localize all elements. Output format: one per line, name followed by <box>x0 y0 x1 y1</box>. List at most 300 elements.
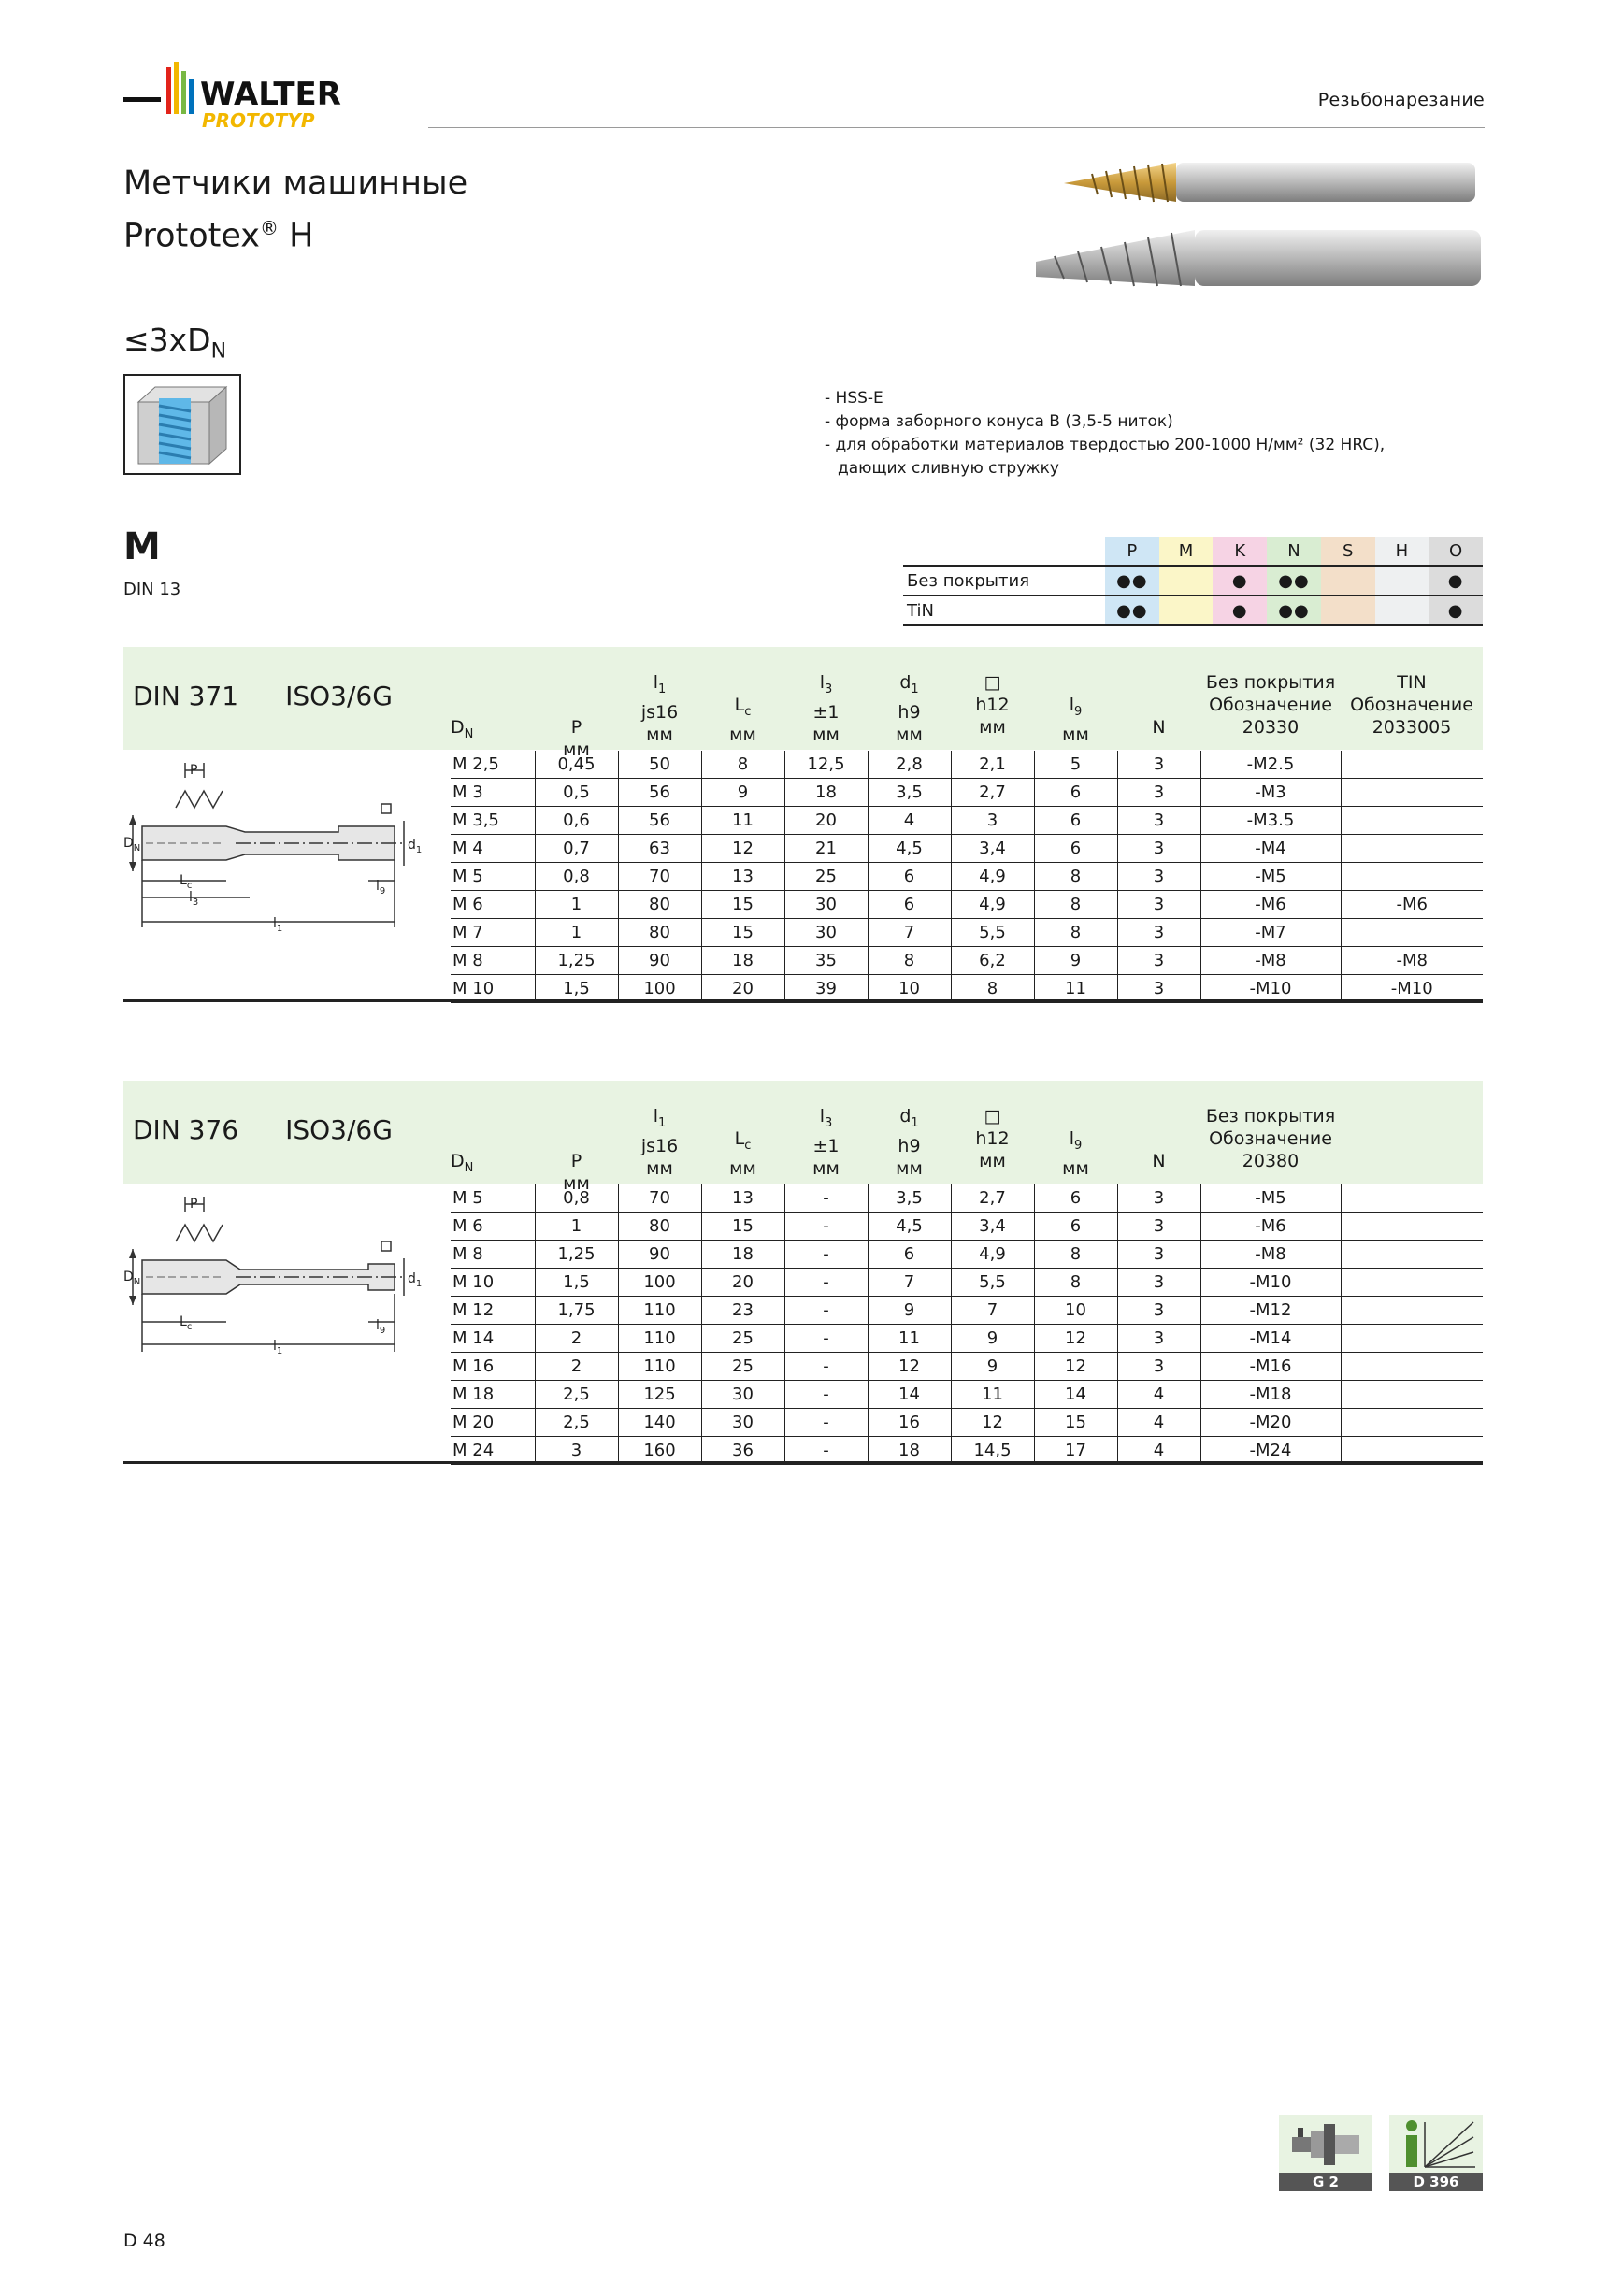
table-cell: 8 <box>951 975 1034 1003</box>
table-cell: 20 <box>784 807 868 835</box>
table-cell: 3 <box>951 807 1034 835</box>
table-cell: 9 <box>868 1297 951 1325</box>
table-row <box>451 1241 1483 1269</box>
table-cell: 10 <box>868 975 951 1003</box>
table-cell: 1,5 <box>535 975 618 1003</box>
col-square: □ h12 мм <box>975 672 1010 738</box>
table-cell: 2,7 <box>951 1184 1034 1213</box>
table-row <box>451 975 1483 1003</box>
din371-data-grid <box>451 751 1483 1003</box>
table-cell: 7 <box>868 1269 951 1297</box>
table-cell <box>1341 779 1483 807</box>
table-cell: 12 <box>1034 1325 1117 1353</box>
table-cell: 90 <box>618 1241 701 1269</box>
table-cell: 4,5 <box>868 835 951 863</box>
table-cell: 70 <box>618 863 701 891</box>
table-cell: 110 <box>618 1353 701 1381</box>
table-cell: 18 <box>784 779 868 807</box>
table-cell: 11 <box>951 1381 1034 1409</box>
table-cell: 35 <box>784 947 868 975</box>
table-cell: M 2,5 <box>451 751 535 779</box>
table-cell: 0,8 <box>535 863 618 891</box>
tap-product-image <box>1036 146 1485 305</box>
table-title: DIN 371 ISO3/6G <box>133 681 393 711</box>
table-cell: 12,5 <box>784 751 868 779</box>
table-cell: 15 <box>701 919 784 947</box>
din371-tap-drawing <box>123 750 441 946</box>
col-l9: $l_9$ мм <box>1062 1128 1089 1179</box>
table-cell: 4,5 <box>868 1213 951 1241</box>
table-row <box>451 1325 1483 1353</box>
material-group-h: H <box>1375 537 1429 566</box>
table-cell: 3 <box>1117 1241 1200 1269</box>
col-d1: $d_1$ h9 мм <box>896 1106 923 1179</box>
suitability-cell: ●● <box>1105 566 1159 596</box>
material-group-p: P <box>1105 537 1159 566</box>
svg-text:P: P <box>190 1197 198 1212</box>
table-cell: 2 <box>535 1325 618 1353</box>
material-row-tin <box>903 596 1483 625</box>
table-row <box>451 891 1483 919</box>
feature-item: - форма заборного конуса B (3,5-5 ниток) <box>825 412 1173 431</box>
col-square: □ h12 мм <box>975 1106 1010 1171</box>
svg-text:l9: $l_9$ <box>376 1318 386 1336</box>
blind-hole-icon <box>123 374 241 475</box>
table-cell: 15 <box>701 1213 784 1241</box>
table-cell: M 16 <box>451 1353 535 1381</box>
col-n: N <box>1152 717 1166 738</box>
table-cell: M 6 <box>451 1213 535 1241</box>
table-cell: 80 <box>618 919 701 947</box>
table-cell: 1,25 <box>535 947 618 975</box>
table-cell: 7 <box>868 919 951 947</box>
table-cell: 25 <box>701 1325 784 1353</box>
coating-label: TiN <box>903 596 1105 625</box>
suitability-cell: ●● <box>1105 596 1159 625</box>
table-cell: 3,4 <box>951 835 1034 863</box>
table-row <box>451 863 1483 891</box>
svg-text:l9: $l_9$ <box>376 879 386 897</box>
thread-type: M <box>123 525 161 568</box>
svg-text:d1: $d_1$ <box>408 1271 423 1289</box>
svg-text:DN: $D_N$ <box>123 836 141 854</box>
col-l3: $l_3$ ±1 мм <box>812 672 840 745</box>
col-p: P мм <box>563 717 590 760</box>
table-cell: 4,9 <box>951 863 1034 891</box>
svg-text:DN: $D_N$ <box>123 1270 141 1287</box>
din376-tap-drawing <box>123 1184 441 1380</box>
table-cell: -M10 <box>1200 1269 1341 1297</box>
table-cell: -M4 <box>1200 835 1341 863</box>
table-row <box>451 1184 1483 1213</box>
table-cell: -M5 <box>1200 863 1341 891</box>
feature-item: - для обработки материалов твердостью 200-1000 Н/мм² (32 HRC), <box>825 436 1386 454</box>
table-cell: 0,45 <box>535 751 618 779</box>
table-cell: 6 <box>868 1241 951 1269</box>
table-cell: 30 <box>784 891 868 919</box>
ref-g2[interactable] <box>1279 2115 1372 2191</box>
table-cell: 11 <box>1034 975 1117 1003</box>
table-cell: M 6 <box>451 891 535 919</box>
table-row <box>451 1213 1483 1241</box>
header-divider <box>428 127 1485 128</box>
table-cell: 1,25 <box>535 1241 618 1269</box>
table-cell: 4 <box>1117 1437 1200 1465</box>
suitability-cell: ● <box>1429 566 1483 596</box>
feature-item: - HSS-E <box>825 389 883 408</box>
table-cell: 39 <box>784 975 868 1003</box>
table-cell: 7 <box>951 1297 1034 1325</box>
table-cell: 1 <box>535 1213 618 1241</box>
table-cell <box>1341 1409 1483 1437</box>
ref-label: D 396 <box>1389 2173 1483 2191</box>
table-cell: 63 <box>618 835 701 863</box>
table-cell: M 10 <box>451 1269 535 1297</box>
page-number: D 48 <box>123 2231 165 2251</box>
table-row <box>451 1297 1483 1325</box>
table-cell <box>1341 1213 1483 1241</box>
col-dn: $D_N$ <box>451 1151 474 1175</box>
table-cell <box>1341 1184 1483 1213</box>
col-lc: $L_c$ мм <box>729 695 756 745</box>
table-cell: 100 <box>618 1269 701 1297</box>
col-l3: $l_3$ ±1 мм <box>812 1106 840 1179</box>
table-cell: M 24 <box>451 1437 535 1465</box>
table-row <box>451 1409 1483 1437</box>
table-cell: 14,5 <box>951 1437 1034 1465</box>
material-group-m: M <box>1159 537 1214 566</box>
table-cell: -M7 <box>1200 919 1341 947</box>
table-cell: 56 <box>618 779 701 807</box>
table-cell: 3 <box>535 1437 618 1465</box>
table-cell: 56 <box>618 807 701 835</box>
table-cell: 13 <box>701 863 784 891</box>
table-cell: 5 <box>1034 751 1117 779</box>
material-group-k: K <box>1213 537 1267 566</box>
table-cell: M 4 <box>451 835 535 863</box>
table-cell: 12 <box>1034 1353 1117 1381</box>
table-cell: 8 <box>1034 919 1117 947</box>
table-cell: 1 <box>535 919 618 947</box>
table-cell: 90 <box>618 947 701 975</box>
table-cell: 0,5 <box>535 779 618 807</box>
table-cell: 2,5 <box>535 1381 618 1409</box>
table-cell: 3 <box>1117 1213 1200 1241</box>
table-cell: 11 <box>701 807 784 835</box>
table-cell: 12 <box>951 1409 1034 1437</box>
table-cell: 80 <box>618 891 701 919</box>
table-cell: 25 <box>701 1353 784 1381</box>
thread-standard: DIN 13 <box>123 580 181 599</box>
table-cell: 4 <box>1117 1409 1200 1437</box>
suitability-cell: ●● <box>1267 596 1321 625</box>
svg-text:l1: $l_1$ <box>273 916 283 934</box>
material-group-s: S <box>1321 537 1375 566</box>
suitability-cell: ● <box>1213 566 1267 596</box>
table-cell: 3 <box>1117 947 1200 975</box>
tool-holder-icon <box>1279 2115 1372 2173</box>
table-cell: 1,5 <box>535 1269 618 1297</box>
table-row <box>451 835 1483 863</box>
suitability-cell <box>1159 596 1214 625</box>
table-cell <box>1341 1325 1483 1353</box>
table-cell <box>1341 863 1483 891</box>
table-cell: M 7 <box>451 919 535 947</box>
table-cell: -M16 <box>1200 1353 1341 1381</box>
table-cell: 6 <box>1034 779 1117 807</box>
col-l1: $l_1$ js16 мм <box>640 672 679 745</box>
table-cell: 6 <box>1034 807 1117 835</box>
table-row <box>451 947 1483 975</box>
svg-text:WALTER: WALTER <box>200 76 341 113</box>
table-cell: -M24 <box>1200 1437 1341 1465</box>
table-cell <box>1341 1269 1483 1297</box>
table-cell: 9 <box>951 1325 1034 1353</box>
table-cell: - <box>784 1409 868 1437</box>
table-cell: -M6 <box>1200 1213 1341 1241</box>
table-cell: 18 <box>868 1437 951 1465</box>
table-cell: 6 <box>868 863 951 891</box>
suitability-cell: ●● <box>1267 566 1321 596</box>
table-cell: M 10 <box>451 975 535 1003</box>
table-cell: 3,5 <box>868 1184 951 1213</box>
table-cell: 8 <box>1034 1241 1117 1269</box>
table-cell: 6 <box>868 891 951 919</box>
table-cell: 3 <box>1117 891 1200 919</box>
table-cell: 140 <box>618 1409 701 1437</box>
svg-text:PROTOTYP: PROTOTYP <box>202 109 315 132</box>
table-cell: 1,75 <box>535 1297 618 1325</box>
table-cell: 2,5 <box>535 1409 618 1437</box>
table-cell: 3,4 <box>951 1213 1034 1241</box>
table-cell: 18 <box>701 1241 784 1269</box>
table-cell: 3 <box>1117 1353 1200 1381</box>
info-icon <box>1389 2115 1483 2173</box>
suitability-cell <box>1375 566 1429 596</box>
table-cell: 25 <box>784 863 868 891</box>
table-cell: 15 <box>701 891 784 919</box>
table-cell: - <box>784 1241 868 1269</box>
table-cell: 16 <box>868 1409 951 1437</box>
table-cell: -M14 <box>1200 1325 1341 1353</box>
table-cell: - <box>784 1184 868 1213</box>
table-cell: -M8 <box>1341 947 1483 975</box>
table-cell: 12 <box>701 835 784 863</box>
table-cell: -M12 <box>1200 1297 1341 1325</box>
table-cell: 3,5 <box>868 779 951 807</box>
table-cell: M 20 <box>451 1409 535 1437</box>
table-cell: - <box>784 1353 868 1381</box>
table-cell: 6 <box>1034 1184 1117 1213</box>
table-row <box>451 1353 1483 1381</box>
table-cell: -M10 <box>1341 975 1483 1003</box>
table-cell: 8 <box>868 947 951 975</box>
table-cell: M 12 <box>451 1297 535 1325</box>
table-cell: 12 <box>868 1353 951 1381</box>
table-cell: - <box>784 1213 868 1241</box>
table-cell <box>1341 919 1483 947</box>
table-cell: 15 <box>1034 1409 1117 1437</box>
col-l9: $l_9$ мм <box>1062 695 1089 745</box>
table-cell: -M3.5 <box>1200 807 1341 835</box>
din376-data-grid <box>451 1184 1483 1465</box>
din371-table <box>123 647 1483 1002</box>
table-cell: 4 <box>868 807 951 835</box>
table-row <box>451 779 1483 807</box>
table-row <box>451 1437 1483 1465</box>
feature-list <box>825 387 1385 481</box>
table-cell <box>1341 835 1483 863</box>
table-cell: -M18 <box>1200 1381 1341 1409</box>
table-cell: M 3,5 <box>451 807 535 835</box>
table-cell: 4 <box>1117 1381 1200 1409</box>
table-cell: 0,6 <box>535 807 618 835</box>
table-cell: 3 <box>1117 807 1200 835</box>
table-cell: 6,2 <box>951 947 1034 975</box>
table-cell: 5,5 <box>951 1269 1034 1297</box>
table-cell: 2 <box>535 1353 618 1381</box>
table-cell <box>1341 1241 1483 1269</box>
table-cell: 160 <box>618 1437 701 1465</box>
table-cell: M 14 <box>451 1325 535 1353</box>
table-cell: -M10 <box>1200 975 1341 1003</box>
table-cell: 3 <box>1117 919 1200 947</box>
table-cell: 21 <box>784 835 868 863</box>
table-cell: M 5 <box>451 863 535 891</box>
table-cell: 3 <box>1117 863 1200 891</box>
table-row <box>451 1381 1483 1409</box>
table-cell: 0,7 <box>535 835 618 863</box>
table-cell: 10 <box>1034 1297 1117 1325</box>
table-row <box>451 919 1483 947</box>
table-title: DIN 376 ISO3/6G <box>133 1114 393 1145</box>
col-dn: $D_N$ <box>451 717 474 741</box>
table-cell: 70 <box>618 1184 701 1213</box>
col-d1: $d_1$ h9 мм <box>896 672 923 745</box>
table-cell: 9 <box>1034 947 1117 975</box>
table-cell: 6 <box>1034 835 1117 863</box>
table-cell <box>1341 1437 1483 1465</box>
table-cell: 2,8 <box>868 751 951 779</box>
table-cell: 110 <box>618 1297 701 1325</box>
table-cell: 2,1 <box>951 751 1034 779</box>
table-cell: - <box>784 1325 868 1353</box>
material-group-o: O <box>1429 537 1483 566</box>
table-cell: 2,7 <box>951 779 1034 807</box>
material-row-uncoated <box>903 566 1483 596</box>
table-cell: 100 <box>618 975 701 1003</box>
table-cell: 9 <box>951 1353 1034 1381</box>
table-cell: - <box>784 1437 868 1465</box>
table-cell: - <box>784 1297 868 1325</box>
table-row <box>451 807 1483 835</box>
table-cell: 125 <box>618 1381 701 1409</box>
table-cell: 13 <box>701 1184 784 1213</box>
table-cell: 20 <box>701 975 784 1003</box>
table-cell <box>1341 1353 1483 1381</box>
depth-label: $\le 3xD_N$ <box>123 322 227 364</box>
table-cell: 1 <box>535 891 618 919</box>
table-cell: -M6 <box>1200 891 1341 919</box>
table-cell: M 3 <box>451 779 535 807</box>
table-cell: 20 <box>701 1269 784 1297</box>
table-cell: 30 <box>784 919 868 947</box>
col-p: P мм <box>563 1151 590 1194</box>
table-cell: 23 <box>701 1297 784 1325</box>
svg-text:P: P <box>190 763 198 778</box>
table-cell: 30 <box>701 1409 784 1437</box>
svg-text:l1: $l_1$ <box>273 1339 283 1356</box>
table-cell: 8 <box>1034 1269 1117 1297</box>
table-cell: M 8 <box>451 947 535 975</box>
table-cell: 18 <box>701 947 784 975</box>
table-cell: 11 <box>868 1325 951 1353</box>
table-cell: -M3 <box>1200 779 1341 807</box>
table-cell <box>1341 1381 1483 1409</box>
table-cell: 3 <box>1117 1325 1200 1353</box>
material-suitability-table <box>903 537 1483 626</box>
table-cell: 36 <box>701 1437 784 1465</box>
suitability-cell <box>1159 566 1214 596</box>
table-cell: 4,9 <box>951 891 1034 919</box>
table-cell: 3 <box>1117 1269 1200 1297</box>
table-cell: 3 <box>1117 751 1200 779</box>
svg-text:d1: $d_1$ <box>408 838 423 855</box>
table-cell: 8 <box>701 751 784 779</box>
svg-text:l3: $l_3$ <box>189 890 199 908</box>
ref-label: G 2 <box>1279 2173 1372 2191</box>
table-cell: 8 <box>1034 891 1117 919</box>
table-cell: M 18 <box>451 1381 535 1409</box>
table-cell: 3 <box>1117 1184 1200 1213</box>
table-cell: 17 <box>1034 1437 1117 1465</box>
col-lc: $L_c$ мм <box>729 1128 756 1179</box>
svg-text:Lc: $L_c$ <box>180 873 193 891</box>
suitability-cell <box>1321 566 1375 596</box>
table-cell: -M8 <box>1200 1241 1341 1269</box>
col-l1: $l_1$ js16 мм <box>640 1106 679 1179</box>
din376-table <box>123 1081 1483 1464</box>
page-title <box>123 161 467 259</box>
table-cell <box>1341 807 1483 835</box>
table-cell: - <box>784 1269 868 1297</box>
table-cell: 3 <box>1117 779 1200 807</box>
table-cell: 14 <box>868 1381 951 1409</box>
table-cell: 8 <box>1034 863 1117 891</box>
table-cell: -M20 <box>1200 1409 1341 1437</box>
section-label: Резьбонарезание <box>1317 90 1485 110</box>
table-cell: - <box>784 1381 868 1409</box>
col-uncoated: Без покрытия Обозначение 20330 <box>1205 672 1336 738</box>
col-tin: TIN Обозначение 2033005 <box>1350 672 1473 738</box>
table-cell: 0,8 <box>535 1184 618 1213</box>
table-cell: 80 <box>618 1213 701 1241</box>
walter-prototyp-logo <box>123 60 404 135</box>
title-line-2: Prototex® H <box>123 217 314 255</box>
material-group-n: N <box>1267 537 1321 566</box>
table-bottom-rule <box>123 1461 1483 1464</box>
table-row <box>451 1269 1483 1297</box>
table-cell: 3 <box>1117 975 1200 1003</box>
table-cell: -M8 <box>1200 947 1341 975</box>
table-cell: 30 <box>701 1381 784 1409</box>
table-cell: 14 <box>1034 1381 1117 1409</box>
ref-d396[interactable] <box>1389 2115 1483 2191</box>
suitability-cell <box>1375 596 1429 625</box>
table-cell: 50 <box>618 751 701 779</box>
table-cell <box>1341 1297 1483 1325</box>
table-cell: 4,9 <box>951 1241 1034 1269</box>
